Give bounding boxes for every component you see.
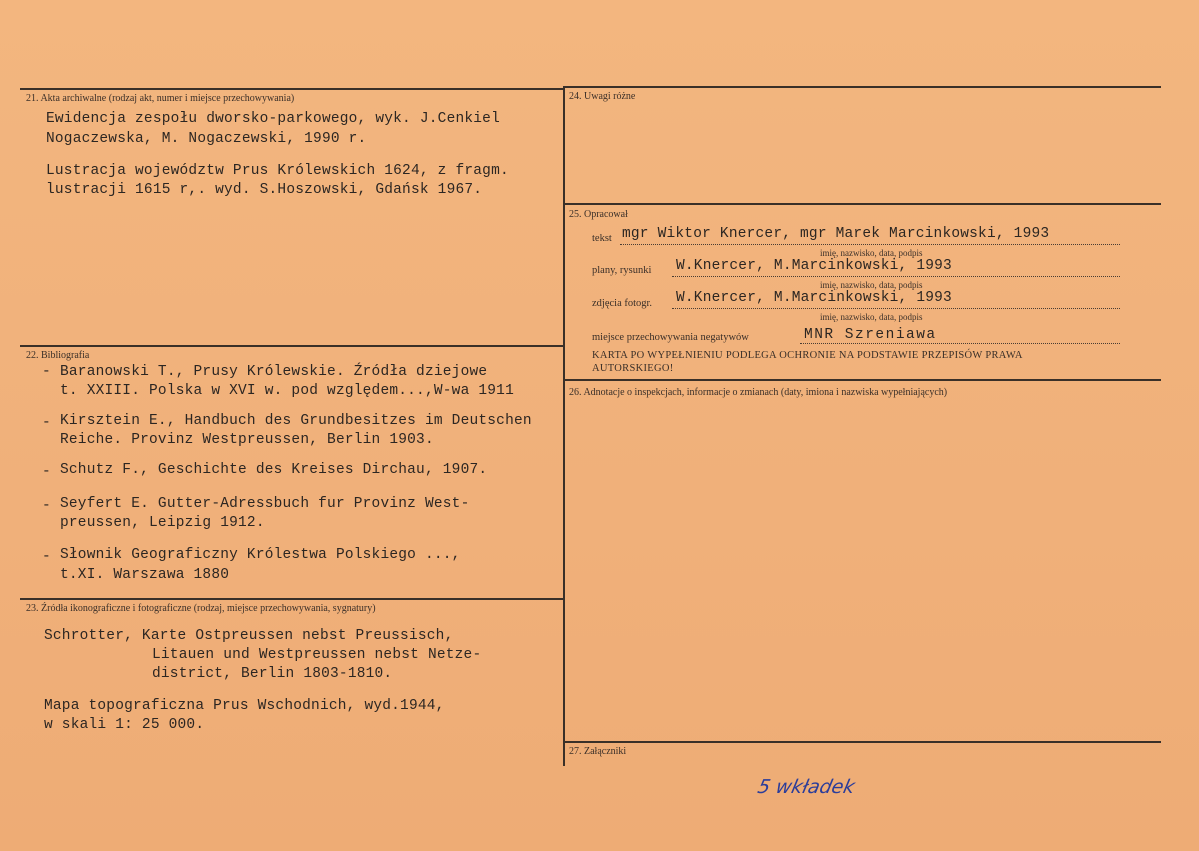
- zdjecia-label: zdjęcia fotogr.: [592, 298, 653, 309]
- section-23-line-1: Schrotter, Karte Ostpreussen nebst Preussisch,: [44, 628, 454, 644]
- rule-25: [563, 203, 1161, 205]
- rule-26: [563, 379, 1161, 381]
- negatywy-underline: [800, 343, 1120, 344]
- bullet-dash: -: [42, 415, 51, 431]
- section-27-label: 27. Załączniki: [569, 746, 627, 757]
- section-21-label: 21. Akta archiwalne (rodzaj akt, numer i miejsce przechowywania): [26, 93, 295, 104]
- plany-label: plany, rysunki: [592, 265, 652, 276]
- section-23-line-2: Litauen und Westpreussen nebst Netze-: [152, 647, 482, 663]
- section-21-line-3: Lustracja województw Prus Królewskich 1624, z fragm.: [46, 163, 509, 179]
- bibliography-item-1-line-2: t. XXIII. Polska w XVI w. pod względem...,W-wa 1911: [60, 383, 514, 399]
- top-rule-right: [563, 86, 1161, 88]
- negatywy-value: MNR Szreniawa: [804, 327, 937, 343]
- bullet-dash: -: [42, 498, 51, 514]
- tekst-caption: imię, nazwisko, data, podpis: [820, 248, 923, 258]
- tekst-label: tekst: [592, 233, 612, 244]
- rule-23: [20, 598, 563, 600]
- bibliography-item-4-line-2: preussen, Leipzig 1912.: [60, 515, 265, 531]
- zdjecia-underline: [672, 308, 1120, 309]
- section-21-line-2: Nogaczewska, M. Nogaczewski, 1990 r.: [46, 131, 367, 147]
- section-24-label: 24. Uwagi różne: [569, 91, 636, 102]
- section-23-label: 23. Źródła ikonograficzne i fotograficzne (rodzaj, miejsce przechowywania, sygnatury): [26, 603, 376, 614]
- bullet-dash: -: [42, 464, 51, 480]
- section-26-label: 26. Adnotacje o inspekcjach, informacje o zmianach (daty, imiona i nazwiska wypełniających): [569, 387, 948, 398]
- plany-caption: imię, nazwisko, data, podpis: [820, 280, 923, 290]
- section-25-label: 25. Opracował: [569, 209, 628, 220]
- section-23-line-4: Mapa topograficzna Prus Wschodnich, wyd.1944,: [44, 698, 445, 714]
- top-rule-left: [20, 88, 563, 90]
- bibliography-item-3-line-1: Schutz F., Geschichte des Kreises Dirchau, 1907.: [60, 462, 488, 478]
- tekst-underline: [620, 244, 1120, 245]
- section-23-line-5: w skali 1: 25 000.: [44, 717, 205, 733]
- bibliography-item-1-line-1: Baranowski T., Prusy Królewskie. Źródła dziejowe: [60, 364, 488, 380]
- bibliography-item-4-line-1: Seyfert E. Gutter-Adressbuch fur Provinz West-: [60, 496, 470, 512]
- copyright-notice-line-1: KARTA PO WYPEŁNIENIU PODLEGA OCHRONIE NA PODSTAWIE PRZEPISÓW PRAWA: [592, 350, 1023, 361]
- section-21-line-1: Ewidencja zespołu dworsko-parkowego, wyk. J.Cenkiel: [46, 111, 500, 127]
- handwritten-attachment-note: 5 wkładek: [755, 776, 857, 798]
- rule-27: [563, 741, 1161, 743]
- rule-22: [20, 345, 563, 347]
- copyright-notice-line-2: AUTORSKIEGO!: [592, 363, 674, 374]
- center-divider: [563, 86, 565, 766]
- bullet-dash: -: [42, 364, 51, 380]
- plany-underline: [672, 276, 1120, 277]
- bibliography-item-2-line-2: Reiche. Provinz Westpreussen, Berlin 1903.: [60, 432, 434, 448]
- section-23-line-3: district, Berlin 1803-1810.: [152, 666, 393, 682]
- zdjecia-caption: imię, nazwisko, data, podpis: [820, 312, 923, 322]
- plany-value: W.Knercer, M.Marcinkowski, 1993: [676, 258, 952, 274]
- negatywy-label: miejsce przechowywania negatywów: [592, 332, 749, 343]
- section-22-label: 22. Bibliografia: [26, 350, 90, 361]
- bibliography-item-2-line-1: Kirsztein E., Handbuch des Grundbesitzes im Deutschen: [60, 413, 532, 429]
- bibliography-item-5-line-1: Słownik Geograficzny Królestwa Polskiego ...,: [60, 547, 461, 563]
- tekst-value: mgr Wiktor Knercer, mgr Marek Marcinkowski, 1993: [622, 226, 1050, 242]
- bullet-dash: -: [42, 549, 51, 565]
- section-21-line-4: lustracji 1615 r,. wyd. S.Hoszowski, Gdańsk 1967.: [46, 182, 483, 198]
- bibliography-item-5-line-2: t.XI. Warszawa 1880: [60, 567, 230, 583]
- zdjecia-value: W.Knercer, M.Marcinkowski, 1993: [676, 290, 952, 306]
